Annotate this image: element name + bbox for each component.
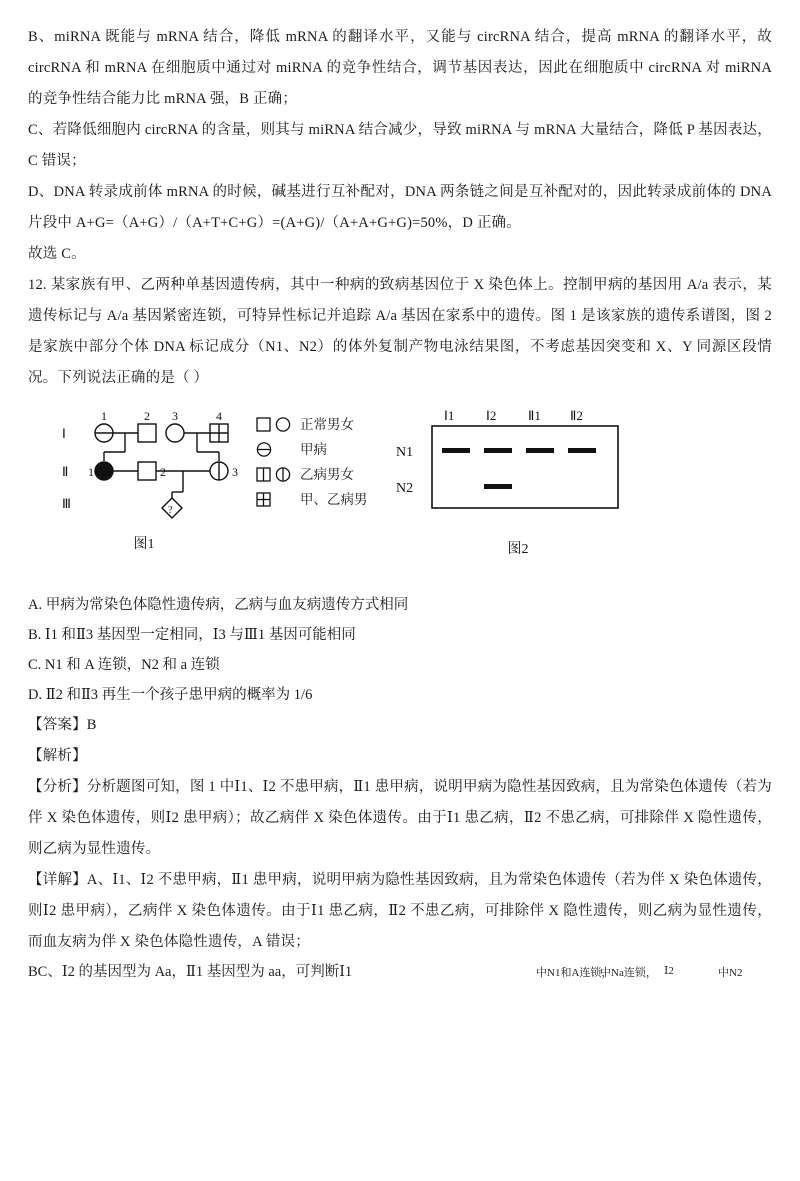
footer-fragment-1: 中Na连锁，	[600, 967, 657, 979]
gel-lane-label-2: Ⅱ1	[528, 408, 541, 423]
legend-icon-normal	[256, 416, 300, 432]
paragraph-answer-choice: 故选 C。	[28, 246, 86, 262]
svg-text:3: 3	[172, 409, 178, 423]
gel-figure	[396, 408, 748, 557]
figures-row	[28, 408, 772, 558]
paragraph-d: D、DNA 转录成前体 mRNA 的时候，碱基进行互补配对，DNA 两条链之间是互补配对的，因此转录成前体的 DNA 片段中 A+G=（A+G）/（A+T+C+G）=(A+G)/（A+A+G+G)=50%，D 正确。	[28, 184, 772, 231]
gel-row-label-n1: N1	[396, 445, 414, 460]
question-number: 12.	[28, 277, 47, 293]
option-c: C. N1 和 A 连锁，N2 和 a 连锁	[28, 657, 220, 673]
legend-label-yi: 乙病男女	[300, 467, 354, 482]
svg-text:2: 2	[160, 465, 166, 479]
footer-fragment-0: 中N1和A连锁，	[536, 967, 613, 979]
legend-icon-jiayi	[256, 491, 300, 507]
document-content	[28, 22, 772, 982]
svg-text:2: 2	[144, 409, 150, 423]
question-text: 某家族有甲、乙两种单基因遗传病，其中一种病的致病基因位于 X 染色体上。控制甲病的基因用 A/a 表示，某遗传标记与 A/a 基因紧密连锁，可特异性标记并追踪 A/a 基因在家系中的遗传。图 1 是该家族的遗传系谱图，图 2 是家族中部分个体 DNA 标记成分（N1、N2）的体外复制产物电泳结果图，不考虑基因突变和 X、Y 同源区段情况。下列说法正确的是（ ）	[28, 277, 772, 386]
last-line-row	[28, 958, 772, 982]
legend-label-jia: 甲病	[300, 442, 327, 457]
paragraph-b: B、miRNA 既能与 mRNA 结合，降低 mRNA 的翻译水平，又能与 circRNA 结合，提高 mRNA 的翻译水平，故 circRNA 和 mRNA 在细胞质中通过对 miRNA 的竞争性结合，调节基因表达，因此在细胞质中 circRNA 对 miRNA 的竞争性结合能力比 mRNA 强，B 正确；	[28, 29, 772, 107]
answer-label: 【答案】B	[28, 717, 97, 733]
legend-label-normal: 正常男女	[300, 417, 354, 432]
legend-item-jia	[256, 437, 396, 462]
svg-text:1: 1	[88, 465, 94, 479]
option-a: A. 甲病为常染色体隐性遗传病，乙病与血友病遗传方式相同	[28, 597, 409, 613]
gel-svg	[396, 408, 738, 533]
detail-head: 【详解】	[28, 872, 87, 888]
option-d: D. Ⅱ2 和Ⅱ3 再生一个孩子患甲病的概率为 1/6	[28, 687, 313, 703]
gel-caption: 图2	[507, 542, 529, 557]
detail-paragraph	[28, 865, 772, 958]
gel-lane-label-0: Ⅰ1	[444, 408, 455, 423]
option-b: B. Ⅰ1 和Ⅱ3 基因型一定相同，Ⅰ3 与Ⅲ1 基因可能相同	[28, 627, 356, 643]
legend-label-jiayi: 甲、乙病男	[300, 492, 368, 507]
footer-fragment-2: Ⅰ2	[664, 965, 674, 977]
svg-text:Ⅱ: Ⅱ	[62, 464, 69, 479]
gel-row-label-n2: N2	[396, 481, 414, 496]
question-12	[28, 270, 772, 394]
legend-icon-yi	[256, 466, 300, 482]
pedigree-caption: 图1	[133, 537, 155, 552]
analysis-text: 分析题图可知，图 1 中Ⅰ1、Ⅰ2 不患甲病，Ⅱ1 患甲病，说明甲病为隐性基因致病，且为常染色体遗传（若为伴 X 染色体遗传，则Ⅰ2 患甲病）；故乙病伴 X 染色体遗传。由于Ⅰ1 患乙病，Ⅱ2 不患乙病，可排除伴 X 隐性遗传，则乙病为显性遗传。	[28, 779, 772, 857]
svg-text:?: ?	[168, 505, 173, 516]
pedigree-legend	[256, 412, 396, 512]
footer-fragment-3: 中N2	[718, 967, 743, 979]
svg-text:Ⅲ: Ⅲ	[62, 496, 71, 511]
analysis-paragraph	[28, 772, 772, 865]
svg-text:1: 1	[101, 409, 107, 423]
analysis-label: 【解析】	[28, 748, 87, 764]
gel-lane-label-1: Ⅰ2	[486, 408, 497, 423]
svg-text:4: 4	[216, 409, 222, 423]
legend-icon-jia	[256, 441, 300, 457]
last-line-text: BC、Ⅰ2 的基因型为 Aa，Ⅱ1 基因型为 aa，可判断Ⅰ1	[28, 964, 353, 980]
analysis-head: 【分析】	[28, 779, 87, 795]
gel-lane-label-3: Ⅱ2	[570, 408, 583, 423]
legend-item-yi	[256, 462, 396, 487]
paragraph-c: C、若降低细胞内 circRNA 的含量，则其与 miRNA 结合减少，导致 miRNA 与 mRNA 大量结合，降低 P 基因表达，C 错误；	[28, 122, 772, 169]
svg-text:3: 3	[232, 465, 238, 479]
legend-item-jiayi	[256, 487, 396, 512]
svg-text:Ⅰ: Ⅰ	[62, 426, 66, 441]
legend-item-normal	[256, 412, 396, 437]
detail-text: A、Ⅰ1、Ⅰ2 不患甲病，Ⅱ1 患甲病，说明甲病为隐性基因致病，且为常染色体遗传（若为伴 X 染色体遗传，则Ⅰ2 患甲病），乙病伴 X 染色体遗传。由于Ⅰ1 患乙病，Ⅱ2 不患乙病，可排除伴 X 隐性遗传，则乙病为显性遗传，而血友病为伴 X 染色体隐性遗传，A 错误；	[28, 872, 772, 950]
